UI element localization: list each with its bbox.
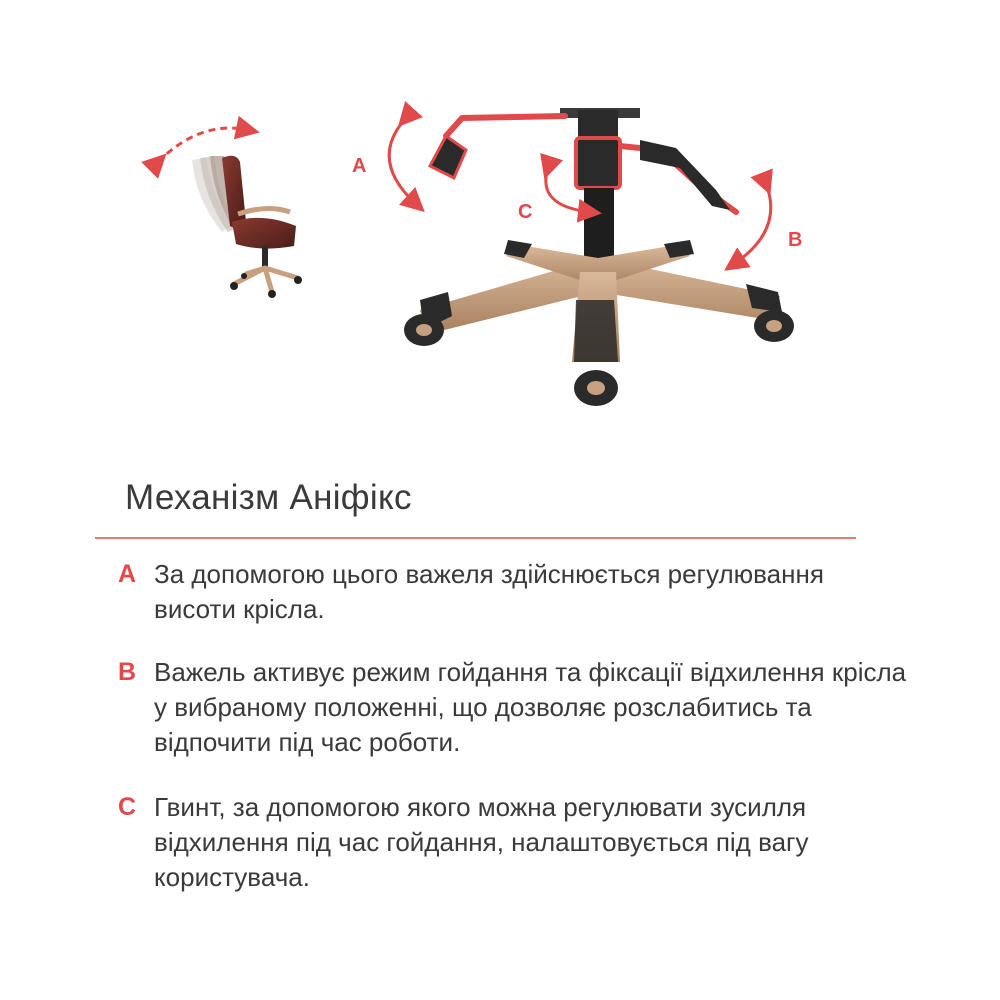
title-divider <box>95 537 856 539</box>
recline-chair-thumbnail <box>158 128 302 298</box>
callout-arrow-b <box>734 184 771 264</box>
feature-letter: B <box>118 658 137 686</box>
feature-item-c <box>118 790 908 895</box>
feature-letter: A <box>118 560 137 588</box>
chair-base-mechanism <box>404 108 794 406</box>
feature-item-b <box>118 655 908 760</box>
section-title: Механізм Аніфікс <box>125 478 412 517</box>
feature-item-a <box>118 557 908 627</box>
callout-arrow-a <box>389 118 416 204</box>
feature-letter: C <box>118 793 137 821</box>
feature-description: Важель активує режим гойдання та фіксації відхилення крісла у вибраному положенні, що дозволяє розслабитись та відпочити під час роботи. <box>154 657 907 757</box>
feature-description: За допомогою цього важеля здійснюється регулювання висоти крісла. <box>154 559 824 624</box>
callout-label-b: B <box>788 229 803 251</box>
callout-label-c: C <box>518 201 533 223</box>
callout-label-a: A <box>352 155 367 177</box>
product-illustration <box>0 0 1000 450</box>
feature-description: Гвинт, за допомогою якого можна регулювати зусилля відхилення під час гойдання, налаштовується під вагу користувача. <box>154 792 809 892</box>
